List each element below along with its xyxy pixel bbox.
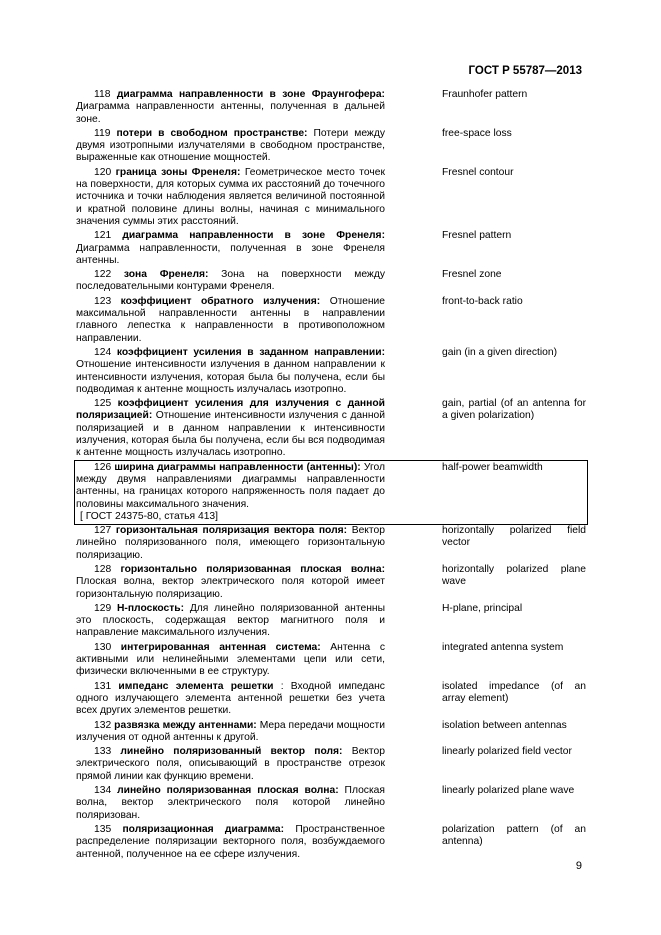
glossary-entry — [76, 824, 586, 861]
english-term: linearly polarized plane wave — [442, 785, 575, 797]
entry-term: коэффициент усиления для излучения с данной поляризацией: — [76, 398, 385, 422]
entry-term: развязка между антеннами: — [114, 719, 257, 731]
glossary-entry — [76, 230, 586, 267]
entry-reference: [ ГОСТ 24375-80, статья 413] — [80, 510, 219, 522]
definition-paragraph — [76, 746, 385, 783]
glossary-entry — [76, 785, 586, 822]
english-term: Fresnel contour — [442, 166, 514, 178]
english-term: isolation between antennas — [442, 719, 567, 731]
entry-definition: Пространственное распределение поляризации векторного поля, возбуждаемого антенной, полученное на ее сфере излучения. — [76, 823, 385, 860]
entry-definition: Вектор линейно поляризованного поля, имеющего горизонтальную поляризацию. — [76, 525, 385, 561]
entry-definition: Отношение максимальной направленности антенны в направлении главного лепестка к направленности в противоположном направлении. — [76, 295, 385, 344]
definition-paragraph — [76, 398, 385, 459]
definition-paragraph — [76, 785, 385, 822]
definition-paragraph — [76, 564, 385, 601]
glossary-entry — [76, 564, 586, 601]
entry-number: 134 — [94, 785, 112, 797]
entry-number: 125 — [94, 398, 112, 410]
entry-definition: Угол между двумя направлениями диаграммы направленности антенны, на границах которого напряженность поля падает до половины максимального значения. — [76, 461, 385, 510]
russian-definition — [76, 785, 385, 822]
entry-term: горизонтально поляризованная плоская волна: — [120, 563, 385, 575]
russian-definition — [76, 642, 385, 679]
glossary-entry — [76, 167, 586, 228]
definition-paragraph — [76, 720, 385, 745]
entry-definition: Вектор электрического поля, описывающий в пространстве отрезок прямой линии как функцию времени. — [76, 746, 385, 782]
entry-number: 132 — [94, 719, 112, 731]
entry-term: горизонтальная поляризация вектора поля: — [115, 525, 348, 537]
english-term: gain, partial (of an antenna for a given polarization) — [442, 398, 586, 422]
definition-paragraph — [76, 824, 385, 861]
entry-definition: : Входной импеданс одного излучающего элемента антенной решетки без учета всех других элементов решетки. — [76, 680, 385, 717]
definition-paragraph — [76, 230, 385, 267]
russian-definition — [76, 564, 385, 601]
russian-definition — [76, 167, 385, 228]
english-term: integrated antenna system — [442, 641, 564, 653]
entry-number: 124 — [94, 346, 112, 358]
glossary-entry — [76, 128, 586, 165]
entry-term: импеданс элемента решетки — [118, 680, 274, 692]
entry-number: 121 — [94, 230, 112, 242]
english-term: H-plane, principal — [442, 602, 523, 614]
entry-number: 120 — [94, 166, 112, 178]
english-term: isolated impedance (of an array element) — [442, 680, 586, 704]
russian-definition — [76, 89, 385, 126]
glossary-entry — [76, 296, 586, 345]
page-number: 9 — [575, 860, 582, 872]
entry-definition: Геометрическое место точек на поверхности, для которых сумма их расстояний до точечного источника и точки наблюдения является величиной постоянной и кратной половине длины волны, начиная с минимального значения суммы этих расстояний. — [76, 166, 386, 227]
entry-term: поляризационная диаграмма: — [122, 823, 285, 835]
definition-paragraph — [76, 525, 385, 562]
russian-definition — [76, 296, 385, 345]
definition-paragraph — [76, 347, 385, 396]
russian-definition — [76, 398, 385, 459]
definition-paragraph — [76, 642, 385, 679]
standard-header: ГОСТ Р 55787—2013 — [468, 65, 582, 77]
entry-number: 135 — [94, 823, 112, 835]
entry-definition: Отношение интенсивности излучения с данной поляризацией и в данном направлении к интенсивности излучения, которая была бы получена, если бы вся подводимая к антенне мощность излучалась изотропно. — [76, 410, 385, 459]
entry-term: коэффициент усиления в заданном направлении: — [116, 346, 385, 358]
entry-number: 130 — [94, 641, 112, 653]
definition-paragraph — [76, 296, 385, 345]
glossary-entry — [76, 603, 586, 640]
english-term: horizontally polarized plane wave — [442, 563, 586, 588]
russian-definition — [76, 824, 385, 861]
english-term: Fresnel pattern — [442, 230, 512, 242]
english-term: gain (in a given direction) — [442, 346, 558, 358]
entry-number: 118 — [94, 89, 111, 100]
russian-definition — [76, 269, 385, 294]
entry-number: 127 — [94, 525, 112, 537]
russian-definition — [76, 128, 385, 165]
entry-term: диаграмма направленности в зоне Френеля: — [122, 230, 385, 242]
glossary-entries — [76, 89, 586, 863]
glossary-entry — [76, 720, 586, 745]
entry-term: коэффициент обратного излучения: — [120, 295, 321, 307]
entry-number: 128 — [94, 563, 112, 575]
russian-definition — [76, 525, 385, 562]
english-term: horizontally polarized field vector — [442, 525, 586, 549]
english-term: Fresnel zone — [442, 269, 502, 281]
entry-number: 129 — [94, 602, 112, 614]
entry-number: 123 — [94, 295, 112, 307]
russian-definition — [76, 720, 385, 745]
russian-definition — [76, 603, 385, 640]
entry-definition: Отношение интенсивности излучения в данном направлении к интенсивности излучения, которая была бы получена, если бы подводимая к антенне мощность излучалась изотропно. — [76, 359, 385, 395]
definition-paragraph — [76, 89, 385, 126]
entry-definition: Мера передачи мощности излучения от одной антенны к другой. — [76, 719, 385, 743]
glossary-entry — [76, 89, 586, 126]
entry-term: интегрированная антенная система: — [120, 641, 321, 653]
entry-definition: Потери между двумя изотропными излучателями в свободном пространстве, выраженные как отношение мощностей. — [76, 127, 385, 164]
entry-term: диаграмма направленности в зоне Фраунгофера: — [116, 89, 385, 100]
definition-paragraph — [76, 681, 385, 718]
entry-number: 119 — [94, 127, 111, 139]
russian-definition — [76, 347, 385, 396]
glossary-entry — [76, 525, 586, 562]
definition-paragraph — [76, 167, 385, 228]
english-term: free-space loss — [442, 127, 512, 139]
definition-paragraph — [76, 269, 385, 294]
english-term: linearly polarized field vector — [442, 746, 572, 758]
glossary-entry — [76, 642, 586, 679]
definition-paragraph — [76, 603, 385, 640]
russian-definition — [76, 681, 385, 718]
entry-term: Н-плоскость: — [116, 602, 185, 614]
glossary-entry — [76, 681, 586, 718]
english-term: front-to-back ratio — [442, 295, 523, 307]
entry-term: граница зоны Френеля: — [115, 166, 241, 178]
entry-term: линейно поляризованный вектор поля: — [120, 746, 343, 758]
russian-definition — [76, 746, 385, 783]
entry-definition: Для линейно поляризованной антенны это плоскость, содержащая вектор магнитного поля и направление максимального излучения. — [76, 602, 385, 639]
english-term: polarization pattern (of an antenna) — [442, 823, 586, 848]
entry-number: 126 — [94, 461, 112, 473]
glossary-entry — [76, 746, 586, 783]
definition-paragraph — [76, 128, 385, 165]
entry-definition: Плоская волна, вектор электрического поля которой имеет горизонтальную поляризацию. — [76, 576, 385, 600]
russian-definition — [76, 462, 385, 523]
entry-number: 122 — [94, 269, 112, 281]
entry-definition: Диаграмма направленности антенны, полученная в дальней зоне. — [76, 101, 385, 125]
entry-definition: Плоская волна, вектор электрического поля которой линейно поляризован. — [76, 785, 385, 821]
entry-term: зона Френеля: — [123, 269, 209, 281]
definition-paragraph — [76, 462, 385, 511]
entry-term: ширина диаграммы направленности (антенны): — [114, 461, 361, 473]
entry-definition: Диаграмма направленности, полученная в зоне Френеля антенны. — [76, 242, 385, 266]
glossary-entry — [76, 269, 586, 294]
glossary-entry — [76, 398, 586, 459]
english-term: half-power beamwidth — [442, 461, 543, 473]
entry-definition: Антенна с активными или нелинейными элементами цепи или сети, физически включенными в ее структуру. — [76, 641, 385, 678]
entry-term: линейно поляризованная плоская волна: — [117, 785, 339, 797]
entry-term: потери в свободном пространстве: — [116, 127, 308, 139]
glossary-entry — [76, 347, 586, 396]
glossary-entry — [76, 462, 586, 523]
entry-definition: Зона на поверхности между последовательными контурами Френеля. — [76, 269, 385, 293]
entry-number: 131 — [94, 680, 112, 692]
entry-number: 133 — [94, 746, 112, 758]
russian-definition — [76, 230, 385, 267]
english-term: Fraunhofer pattern — [442, 89, 528, 100]
